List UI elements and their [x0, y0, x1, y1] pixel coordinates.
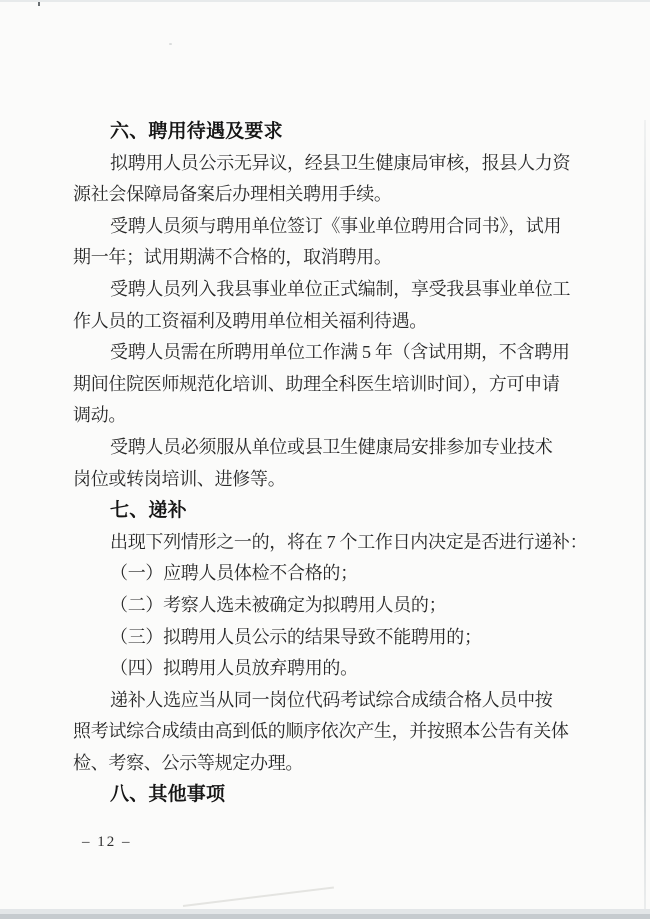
scan-right-edge-shadow: [644, 120, 646, 912]
document-line: 调动。: [73, 405, 127, 426]
scan-speck: [38, 2, 40, 6]
scan-top-edge: [0, 0, 650, 2]
document-line: 源社会保障局备案后办理相关聘用手续。: [73, 184, 392, 205]
document-line: 递补人选应当从同一岗位代码考试综合成绩合格人员中按: [110, 689, 553, 710]
document-line: 受聘人员列入我县事业单位正式编制，享受我县事业单位工: [110, 278, 571, 299]
scan-bottom-edge-shadow: [0, 914, 650, 919]
scan-speck: [169, 43, 172, 45]
document-line: 受聘人员必须服从单位或县卫生健康局安排参加专业技术: [110, 436, 553, 457]
document-line: 拟聘用人员公示无异议，经县卫生健康局审核，报县人力资: [110, 152, 571, 173]
section-heading: 八、其他事项: [110, 784, 226, 806]
section-heading: 六、聘用待遇及要求: [110, 121, 283, 142]
paper-crease: [183, 886, 334, 907]
section-heading: 七、递补: [110, 500, 187, 522]
document-line: （四）拟聘用人员放弃聘用的。: [110, 658, 358, 679]
document-line: 受聘人员需在所聘用单位工作满 5 年（含试用期，不含聘用: [110, 342, 570, 363]
document-line: 作人员的工资福利及聘用单位相关福利待遇。: [73, 310, 427, 331]
document-line: 出现下列情形之一的，将在 7 个工作日内决定是否进行递补：: [110, 531, 588, 552]
document-line: 照考试综合成绩由高到低的顺序依次产生，并按照本公告有关体: [73, 721, 569, 742]
document-line: 期间住院医师规范化培训、助理全科医生培训时间），方可申请: [73, 373, 560, 394]
document-line: 期一年；试用期满不合格的，取消聘用。: [73, 247, 392, 268]
page-number: – 12 –: [82, 834, 132, 850]
document-line: （三）拟聘用人员公示的结果导致不能聘用的；: [110, 626, 482, 647]
document-line: 检、考察、公示等规定办理。: [73, 752, 304, 773]
document-line: 受聘人员须与聘用单位签订《事业单位聘用合同书》，试用: [110, 215, 562, 236]
document-body: [73, 116, 588, 811]
document-line: （一）应聘人员体检不合格的；: [110, 563, 358, 584]
document-line: 岗位或转岗培训、进修等。: [73, 468, 286, 489]
document-line: （二）考察人选未被确定为拟聘用人员的；: [110, 594, 447, 615]
